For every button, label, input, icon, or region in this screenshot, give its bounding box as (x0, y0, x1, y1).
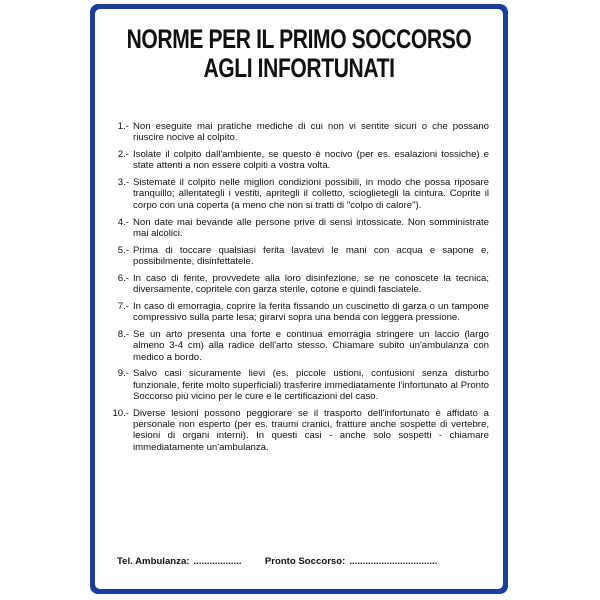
first-aid-phone-label: Pronto Soccorso: (264, 556, 346, 567)
rule-item (109, 301, 489, 324)
rule-item (109, 273, 489, 296)
rule-text: Se un arto presenta una forte e continua emorragia stringere un laccio (largo almeno 3-4 cm) alla radice dell'arto stesso. Chiamare subito un'ambulanza con medico a bordo. (133, 328, 489, 363)
rule-number: 1.- (117, 121, 129, 132)
rule-number: 6.- (117, 272, 129, 284)
sign-panel (95, 9, 503, 589)
ambulance-phone-blank: .................. (193, 556, 242, 567)
rule-item (109, 368, 489, 402)
sign-title-line-2: AGLI INFORTUNATI (203, 53, 395, 83)
rule-number: 3.- (117, 177, 129, 189)
rule-text: In caso di emorragia, coprire la ferita fissando un cuscinetto di garza o un tampone compressivo sulla parte lesa; girarvi sopra una benda con leggera pressione. (133, 300, 489, 324)
rule-text: Non date mai bevande alle persone prive di sensi intossicate. Non somministrate mai alcolici. (133, 216, 489, 239)
rule-item (109, 177, 489, 211)
rule-item (109, 121, 489, 144)
rule-item (109, 329, 489, 363)
rule-number: 5.- (117, 244, 129, 256)
rule-text: Diverse lesioni possono peggiorare se il trasporto dell'infortunato è affidato a personale non esperto (per es. traumi cranici, fratture anche sospette di vertebre, lesioni di organi interni). In questi casi - anche solo sospetti - chiamare immediatamente un'ambulanza. (133, 407, 489, 453)
rule-item (109, 217, 489, 240)
rule-number: 2.- (117, 149, 129, 161)
rule-number: 7.- (117, 300, 129, 312)
rule-item (109, 149, 489, 172)
first-aid-phone-blank: ................................. (349, 556, 438, 567)
rule-number: 9.- (117, 368, 129, 380)
rule-item (109, 408, 489, 453)
rule-text: In caso di ferite, provvedete alla loro disinfezione, se ne conoscete la tecnica; diversamente, copritele con garza sterile, cotone e quindi fasciatele. (133, 272, 489, 296)
rules-list (109, 121, 489, 453)
sign-title-line-1: NORME PER IL PRIMO SOCCORSO (126, 24, 472, 54)
contact-footer (117, 556, 493, 567)
rule-text: Salvo casi sicuramente lievi (es. piccole ustioni, contusioni senza disturbo funzionale, ferite molto superficiali) trasferire immediatamente l'infortunato al Pronto Soccorso più vicino per le cure e le certificazioni del caso. (133, 368, 489, 402)
rule-text: Isolate il colpito dall'ambiente, se questo è nocivo (per es. esalazioni tossiche) e state attenti a non essere colpiti a vostra volta. (133, 149, 489, 172)
rule-number: 8.- (117, 328, 129, 340)
rule-text: Prima di toccare qualsiasi ferita lavatevi le mani con acqua e sapone e, possibilmente, disinfettatele. (133, 244, 489, 267)
first-aid-sign (90, 4, 508, 594)
rule-number: 4.- (117, 216, 129, 228)
ambulance-phone-label: Tel. Ambulanza: (117, 556, 190, 567)
sign-title (120, 25, 479, 83)
rule-number: 10.- (112, 407, 129, 419)
rule-text: Non eseguite mai pratiche mediche di cui non vi sentite sicuri o che possano riuscire nocive al colpito. (133, 121, 489, 144)
rule-text: Sistemate il colpito nelle migliori condizioni possibili, in modo che possa riposare tranquillo; allentategli i vestiti, apritegli il colletto, scioglietegli la cintura. Coprite il corpo con una coperta (a meno che non si tratti di "colpo di calore"). (133, 177, 489, 211)
rule-item (109, 245, 489, 268)
